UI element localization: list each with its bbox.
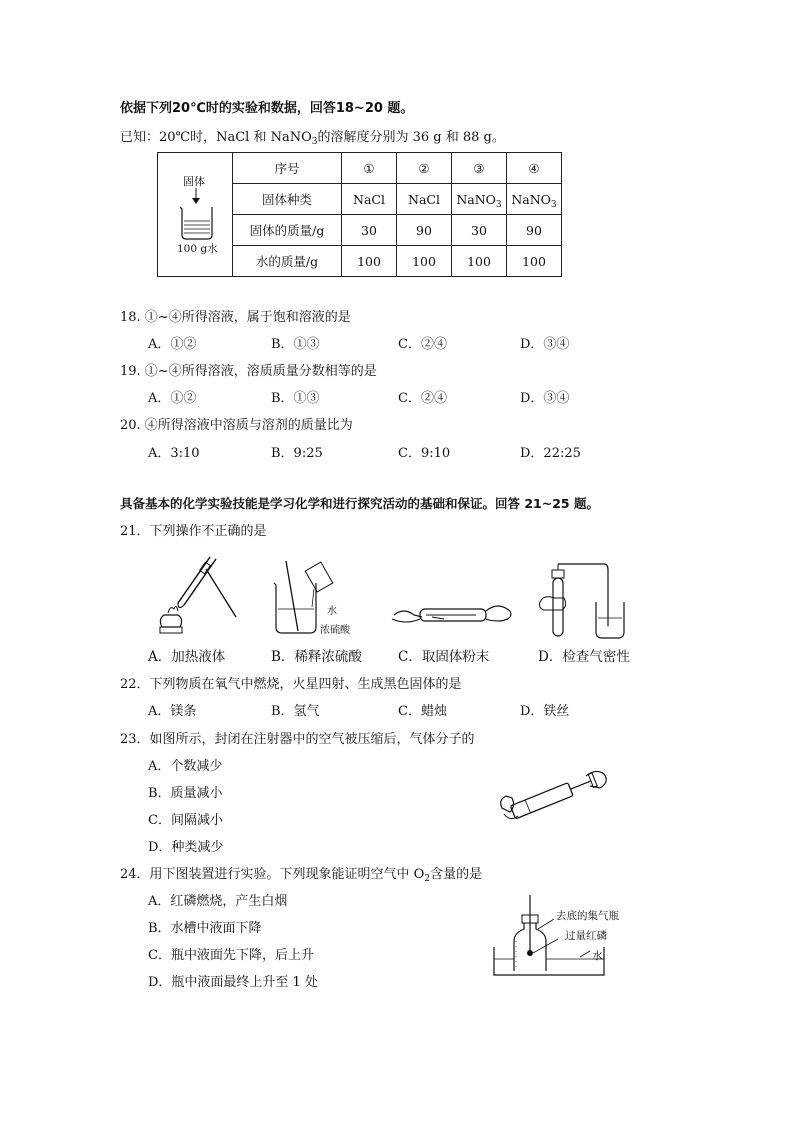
q22-option[interactable]: D．铁丝 <box>520 704 570 719</box>
fig-phosphorus-label: 过量红磷 <box>565 930 607 942</box>
water-cell: 100 <box>507 246 562 277</box>
q22-option[interactable]: C．蜡烛 <box>398 704 447 719</box>
fig-water-label: 水 <box>592 950 603 962</box>
section1-intro: 依据下列20℃时的实验和数据，回答18~20 题。 <box>120 101 414 116</box>
q20-option[interactable]: C．9:10 <box>398 446 451 461</box>
q19-stem: 19. ①~④所得溶液，溶质质量分数相等的是 <box>120 364 377 379</box>
col-number: ① <box>342 153 397 184</box>
q21-label-a[interactable]: A．加热液体 <box>148 649 226 665</box>
q24-option[interactable]: D．瓶中液面最终上升至 1 处 <box>148 975 318 990</box>
syringe-icon <box>496 762 616 826</box>
q24-option[interactable]: A．红磷燃烧，产生白烟 <box>148 894 288 909</box>
mass-cell: 30 <box>342 215 397 246</box>
fig-b-water-label: 水 <box>327 606 337 617</box>
q20-option[interactable]: A．3:10 <box>148 446 200 461</box>
q18-option[interactable]: C．②④ <box>398 337 447 352</box>
q19-option[interactable]: A．①② <box>148 391 197 406</box>
q18-stem: 18. ①~④所得溶液，属于饱和溶液的是 <box>120 310 351 325</box>
col-number: ③ <box>452 153 507 184</box>
q19-option[interactable]: D．③④ <box>520 391 570 406</box>
q18-option[interactable]: A．①② <box>148 337 197 352</box>
col-number: ④ <box>507 153 562 184</box>
q21-label-c[interactable]: C．取固体粉末 <box>398 649 490 665</box>
section2-intro: 具备基本的化学实验技能是学习化学和进行探究活动的基础和保证。回答 21~25 题。 <box>120 496 599 511</box>
header-label: 序号 <box>233 153 342 184</box>
solid-sub: 3 <box>550 199 557 210</box>
q23-option[interactable]: A．个数减少 <box>148 759 223 774</box>
known-prefix: 已知：20℃时，NaCl 和 NaNO <box>120 130 312 145</box>
q23-option[interactable]: B．质量减小 <box>148 786 223 801</box>
known-sub: 3 <box>311 137 318 147</box>
q22-option[interactable]: A．镁条 <box>148 704 197 719</box>
q18-option[interactable]: B．①③ <box>271 337 320 352</box>
col-number: ② <box>397 153 452 184</box>
solid-name: NaCl <box>408 191 440 207</box>
q20-option[interactable]: B．9:25 <box>271 446 323 461</box>
figure-top-label: 固体 <box>183 174 205 188</box>
solid-cell <box>452 184 507 215</box>
q24-stem-sub: 2 <box>424 874 431 884</box>
fig-bottle-label: 去底的集气瓶 <box>556 910 619 922</box>
solid-cell <box>342 184 397 215</box>
q18-option[interactable]: D．③④ <box>520 337 570 352</box>
solid-name: NaNO <box>456 191 496 207</box>
known-suffix: 的溶解度分别为 36 g 和 88 g。 <box>317 130 505 145</box>
row-solid-label: 固体种类 <box>233 184 342 215</box>
q23-option[interactable]: D．种类减少 <box>148 840 224 855</box>
solid-cell <box>507 184 562 215</box>
solid-name: NaNO <box>511 191 551 207</box>
fig-b-acid-label: 浓硫酸 <box>320 625 350 636</box>
q21-stem: 21．下列操作不正确的是 <box>120 524 267 539</box>
q24-stem <box>120 863 482 882</box>
row-mass-label: 固体的质量/g <box>233 215 342 246</box>
q19-option[interactable]: C．②④ <box>398 391 447 406</box>
airtightness-icon <box>538 558 638 643</box>
q23-option[interactable]: C．间隔减小 <box>148 813 223 828</box>
q19-option[interactable]: B．①③ <box>271 391 320 406</box>
water-cell: 100 <box>397 246 452 277</box>
mass-cell: 90 <box>507 215 562 246</box>
beaker-icon <box>158 155 232 275</box>
solid-cell <box>397 184 452 215</box>
q24-option[interactable]: C．瓶中液面先下降，后上升 <box>148 948 314 963</box>
q24-option[interactable]: B．水槽中液面下降 <box>148 921 262 936</box>
beaker-figure-cell <box>158 153 233 277</box>
solid-sub: 3 <box>495 199 502 210</box>
mass-cell: 30 <box>452 215 507 246</box>
q21-label-b[interactable]: B．稀释浓硫酸 <box>271 649 362 665</box>
heating-liquid-icon <box>148 555 243 640</box>
figure-bottom-label: 100 g水 <box>177 242 218 255</box>
known-line <box>120 126 505 145</box>
q23-stem: 23．如图所示，封闭在注射器中的空气被压缩后，气体分子的 <box>120 732 475 747</box>
q24-stem-prefix: 24．用下图装置进行实验。下列现象能证明空气中 O <box>120 867 425 882</box>
q20-stem: 20. ④所得溶液中溶质与溶剂的质量比为 <box>120 418 353 433</box>
mass-cell: 90 <box>397 215 452 246</box>
row-water-label: 水的质量/g <box>233 246 342 277</box>
q22-stem: 22．下列物质在氧气中燃烧，火星四射、生成黑色固体的是 <box>120 677 462 692</box>
q21-label-d[interactable]: D．检查气密性 <box>538 649 630 665</box>
solubility-table <box>157 152 562 277</box>
q20-option[interactable]: D．22:25 <box>520 446 581 461</box>
q24-stem-suffix: 含量的是 <box>430 867 483 882</box>
water-cell: 100 <box>342 246 397 277</box>
solid-powder-icon <box>392 595 517 635</box>
solid-name: NaCl <box>353 191 385 207</box>
water-cell: 100 <box>452 246 507 277</box>
q22-option[interactable]: B．氢气 <box>271 704 320 719</box>
